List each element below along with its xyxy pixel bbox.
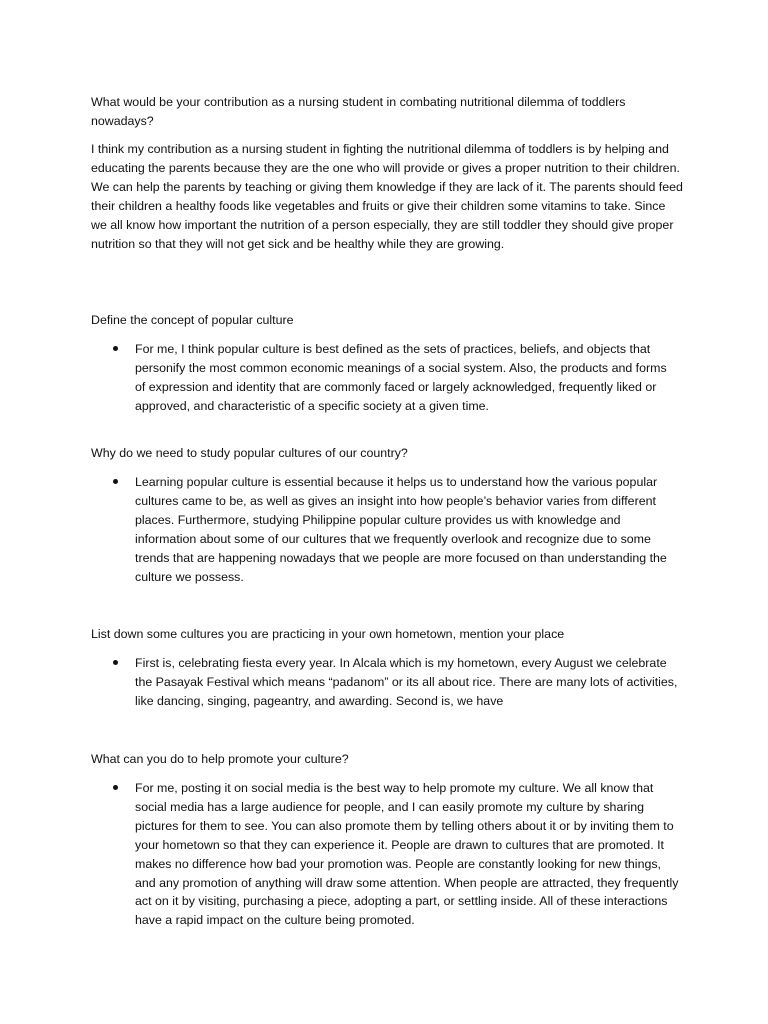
- answer-popular-culture-definition: For me, I think popular culture is best defined as the sets of practices, beliefs, and objects that personify the most common economic meanings of a social system. Also, the products and forms of expression and identity that are commonly faced or largely acknowledged, frequently liked or approved, and characteristic of a specific society at a given time.: [135, 342, 667, 413]
- question-popular-culture-definition: Define the concept of popular culture: [91, 313, 294, 327]
- list-item: [91, 779, 691, 935]
- question-nutrition: What would be your contribution as a nursing student in combating nutritional dilemma of toddlers nowadays?: [91, 95, 626, 128]
- list-item: [91, 340, 691, 420]
- answer-hometown-cultures: First is, celebrating fiesta every year. In Alcala which is my hometown, every August we celebrate the Pasayak Festival which means “padanom” or its all about rice. There are many lots of activities, like dancing, singing, pageantry, and awarding. Second is, we have: [135, 656, 678, 708]
- question-promote-culture: What can you do to help promote your culture?: [91, 752, 349, 766]
- bullet-icon: [113, 660, 118, 665]
- question-study-popular-culture: Why do we need to study popular cultures of our country?: [91, 446, 408, 460]
- bullet-icon: [113, 785, 118, 790]
- bullet-icon: [113, 479, 118, 484]
- bullet-icon: [113, 346, 118, 351]
- list-item: [91, 654, 691, 714]
- answer-nutrition: I think my contribution as a nursing student in fighting the nutritional dilemma of toddlers is by helping and educating the parents because they are the one who will provide or gives a proper nutrition to their children. We can help the parents by teaching or giving them knowledge if they are lack of it. The parents should feed their children a healthy foods like vegetables and fruits or give their children some vitamins to take. Since we all know how important the nutrition of a person especially, they are still toddler they should give proper nutrition so that they will not get sick and be healthy while they are growing.: [91, 142, 683, 251]
- answer-study-popular-culture: Learning popular culture is essential because it helps us to understand how the various popular cultures came to be, as well as gives an insight into how people’s behavior varies from different places. Furthermore, studying Philippine popular culture provides us with knowledge and information about some of our cultures that we frequently overlook and recognize due to some trends that are happening nowadays that we people are more focused on than understanding the culture we possess.: [135, 475, 667, 584]
- question-hometown-cultures: List down some cultures you are practicing in your own hometown, mention your place: [91, 627, 565, 641]
- answer-promote-culture: For me, posting it on social media is the best way to help promote my culture. We all know that social media has a large audience for people, and I can easily promote my culture by sharing pictures for them to see. You can also promote them by telling others about it or by inviting them to your hometown so that they can experience it. People are drawn to cultures that are promoted. It makes no difference how bad your promotion was. People are constantly looking for new things, and any promotion of anything will draw some attention. When people are attracted, they frequently act on it by visiting, purchasing a piece, adopting a part, or settling inside. All of these interactions have a rapid impact on the culture being promoted.: [135, 781, 679, 928]
- list-item: [91, 473, 691, 591]
